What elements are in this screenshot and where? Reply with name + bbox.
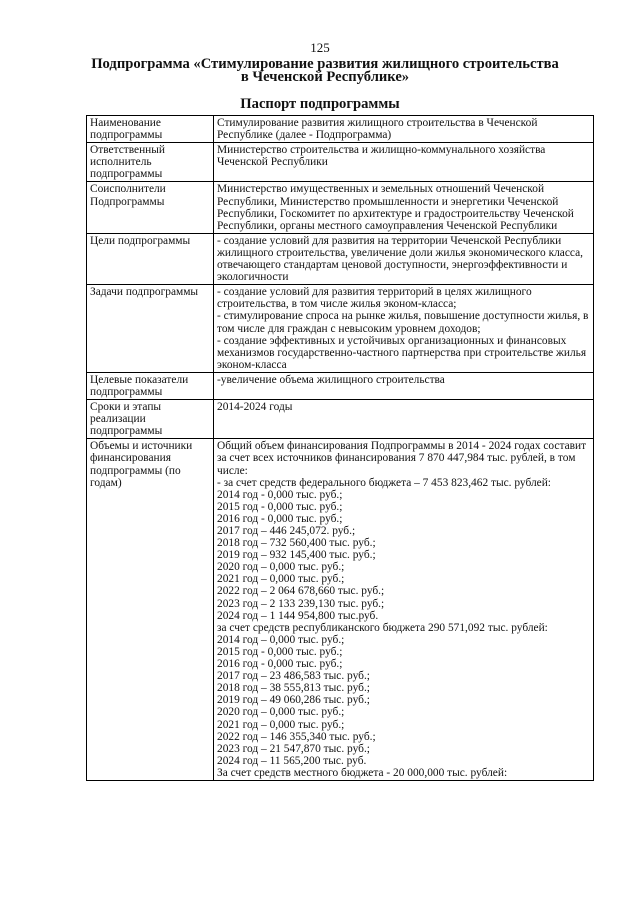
table-row (87, 143, 594, 182)
row-content (214, 182, 594, 233)
content-paragraph: за счет средств республиканского бюджета 290 571,092 тыс. рублей: (217, 621, 548, 634)
content-line: 2024 год – 11 565,200 тыс. руб. (217, 754, 367, 767)
content-paragraph: -увеличение объема жилищного строительства (217, 373, 445, 386)
content-line: 2014 год – 0,000 тыс. руб.; (217, 633, 345, 646)
passport-heading: Паспорт подпрограммы (240, 96, 400, 112)
row-content (214, 233, 594, 284)
table-row (87, 182, 594, 233)
content-line: 2016 год - 0,000 тыс. руб.; (217, 658, 343, 671)
content-line: 2021 год – 0,000 тыс. руб.; (217, 718, 345, 731)
content-line: 2015 год - 0,000 тыс. руб.; (217, 645, 343, 658)
row-label: Целевые показатели подпрограммы (87, 372, 214, 399)
content-paragraph: Общий объем финансирования Подпрограммы в 2014 - 2024 годах составит за счет всех источников финансирования 7 870 447,984 тыс. рублей, в том числе: (217, 440, 587, 477)
content-paragraph: Министерство строительства и жилищно-коммунального хозяйства Чеченской Республики (217, 144, 546, 169)
table-row (87, 439, 594, 781)
row-content (214, 400, 594, 439)
row-label: Сроки и этапы реализации подпрограммы (87, 400, 214, 439)
content-line: 2016 год - 0,000 тыс. руб.; (217, 512, 343, 525)
table-row (87, 116, 594, 143)
content-line: 2023 год – 21 547,870 тыс. руб.; (217, 742, 370, 755)
content-line: 2018 год – 38 555,813 тыс. руб.; (217, 682, 370, 695)
table-row (87, 372, 594, 399)
passport-table (86, 115, 594, 781)
content-paragraph: Министерство имущественных и земельных отношений Чеченской Республики, Министерство промышленности и энергетики Чеченской Республики, Госкомитет по архитектуре и градостроительству Чеченской Республики, органы местного самоуправления Чеченской Республики (217, 183, 574, 232)
row-label: Ответственный исполнитель подпрограммы (87, 143, 214, 182)
row-content (214, 116, 594, 143)
row-label: Задачи подпрограммы (87, 285, 214, 373)
content-paragraph: 2014-2024 годы (217, 401, 293, 414)
row-content (214, 143, 594, 182)
subprogram-title (90, 58, 560, 84)
table-row (87, 285, 594, 373)
content-paragraph: За счет средств местного бюджета - 20 000,000 тыс. рублей: (217, 766, 508, 779)
row-content (214, 372, 594, 399)
row-label: Соисполнители Подпрограммы (87, 182, 214, 233)
table-row (87, 400, 594, 439)
content-line: 2017 год – 446 245,072. руб.; (217, 525, 356, 537)
content-line: 2018 год – 732 560,400 тыс. руб.; (217, 537, 376, 550)
content-line: 2017 год – 23 486,583 тыс. руб.; (217, 670, 370, 683)
content-paragraph: - стимулирование спроса на рынке жилья, повышение доступности жилья, в том числе для граждан с невысоким уровнем доходов; (217, 310, 589, 335)
content-line: 2015 год - 0,000 тыс. руб.; (217, 500, 343, 513)
content-line: 2020 год – 0,000 тыс. руб.; (217, 561, 345, 574)
page-number: 125 (310, 40, 330, 55)
row-content (214, 285, 594, 373)
content-line: 2022 год – 2 064 678,660 тыс. руб.; (217, 585, 385, 598)
content-paragraph: - создание условий для развития территорий в целях жилищного строительства, в том числе жилья эконом-класса; (217, 286, 532, 311)
content-line: 2024 год – 1 144 954,800 тыс.руб. (217, 609, 379, 622)
content-line: 2022 год – 146 355,340 тыс. руб.; (217, 730, 376, 743)
content-line: 2014 год - 0,000 тыс. руб.; (217, 488, 343, 501)
table-row (87, 233, 594, 284)
content-line: 2020 год – 0,000 тыс. руб.; (217, 706, 345, 719)
row-label: Цели подпрограммы (87, 233, 214, 284)
title-line: Подпрограмма «Стимулирование развития жилищного строительства (91, 56, 559, 72)
content-paragraph: - создание условий для развития на территории Чеченской Республики жилищного строительства, увеличение доли жилья экономического класса, отвечающего стандартам ценовой доступности, энергоэффективности и экологичности (217, 234, 583, 284)
row-label: Объемы и источники финансирования подпрограммы (по годам) (87, 439, 214, 781)
row-content (214, 439, 594, 781)
content-paragraph: - за счет средств федерального бюджета – 7 453 823,462 тыс. рублей: (217, 476, 551, 489)
row-label: Наименование подпрограммы (87, 116, 214, 143)
content-line: 2019 год – 932 145,400 тыс. руб.; (217, 549, 376, 562)
content-line: 2019 год – 49 060,286 тыс. руб.; (217, 694, 370, 707)
content-paragraph: Стимулирование развития жилищного строительства в Чеченской Республике (далее - Подпрограмма) (217, 117, 538, 142)
title-line: в Чеченской Республике» (240, 69, 410, 85)
content-line: 2021 год – 0,000 тыс. руб.; (217, 573, 345, 586)
content-line: 2023 год – 2 133 239,130 тыс. руб.; (217, 597, 385, 610)
content-paragraph: - создание эффективных и устойчивых организационных и финансовых механизмов государственно-частного партнерства при строительстве жилья эконом-класса (217, 334, 587, 371)
